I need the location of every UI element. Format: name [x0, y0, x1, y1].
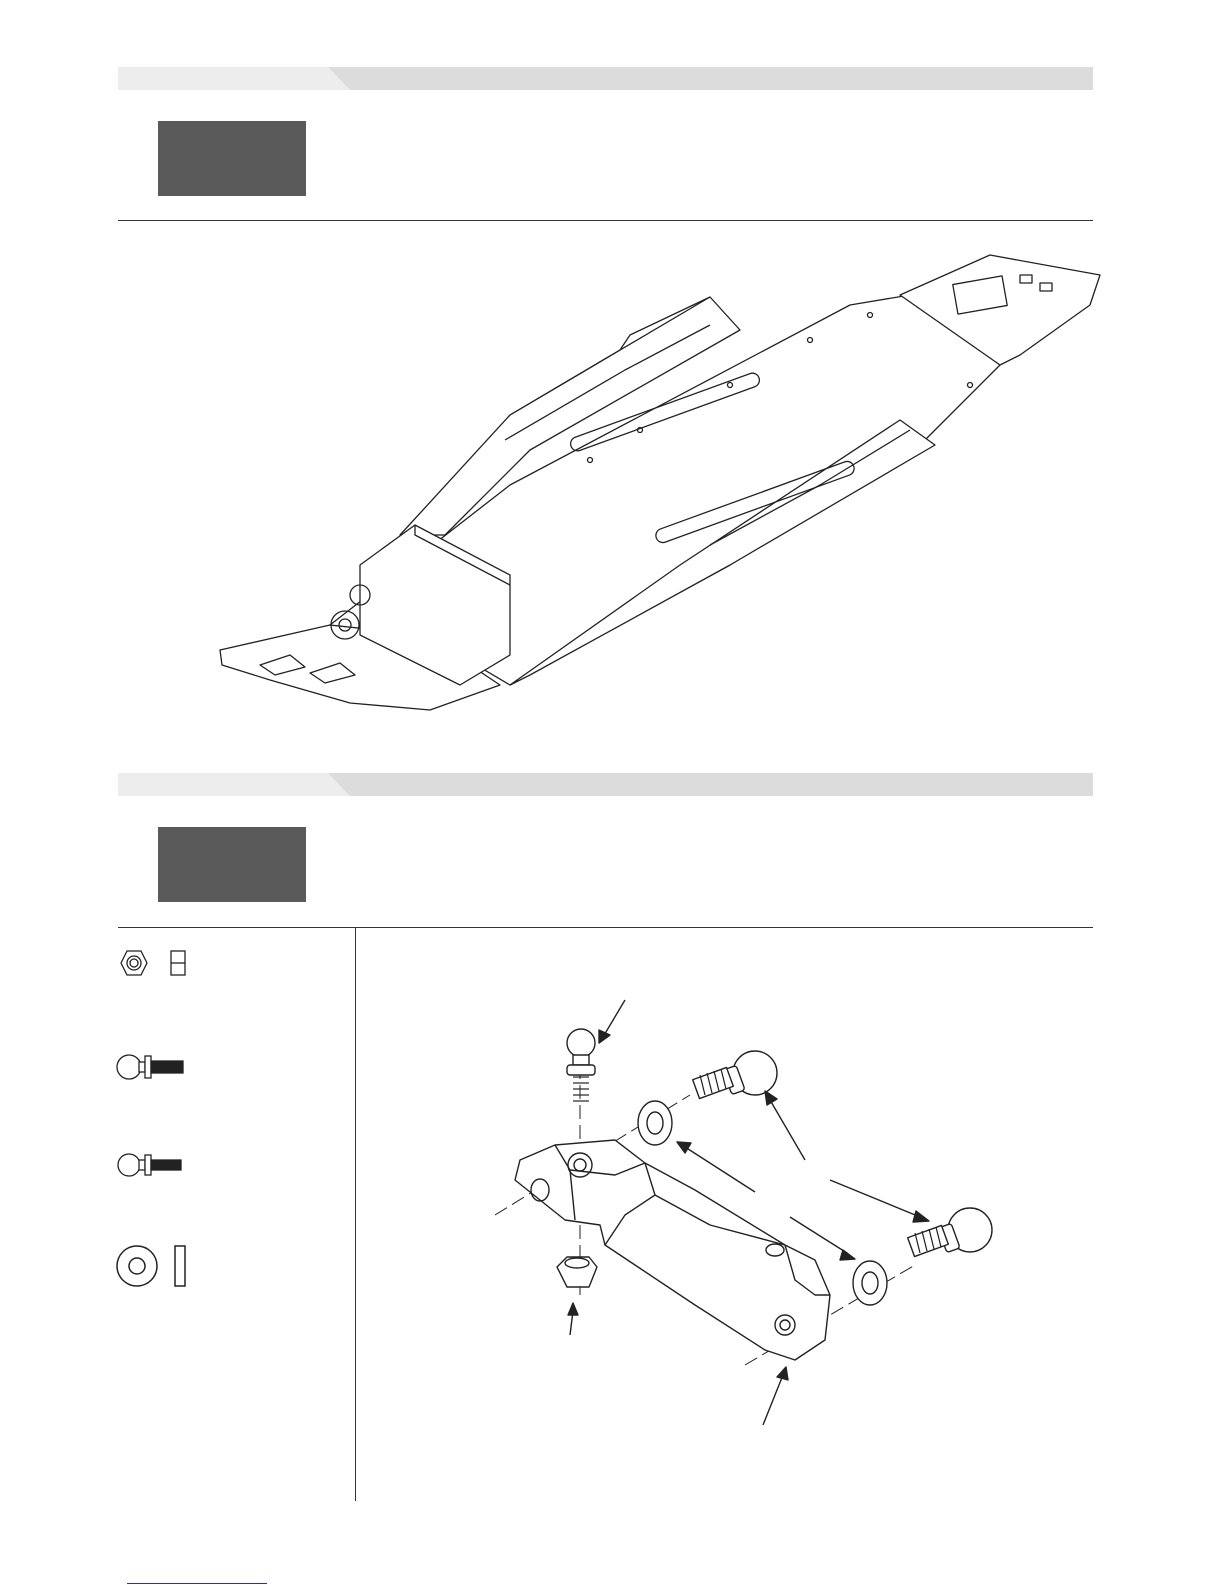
section-divider: [118, 220, 1093, 221]
section-divider: [118, 927, 1093, 928]
washer-icon: [112, 1242, 192, 1290]
step-number-box: [158, 121, 306, 196]
short-ball-stud-icon: [115, 1150, 195, 1180]
section-header-band: [118, 773, 1093, 796]
parts-column-divider: [355, 928, 356, 1501]
arm-exploded-illustration: [495, 995, 1005, 1425]
section-header-band: [118, 67, 1093, 90]
lock-nut-icon: [115, 945, 195, 981]
footer-underline: [127, 1583, 267, 1584]
long-ball-stud-icon: [115, 1050, 195, 1084]
chassis-illustration: [210, 235, 1110, 725]
step-number-box: [158, 827, 306, 902]
